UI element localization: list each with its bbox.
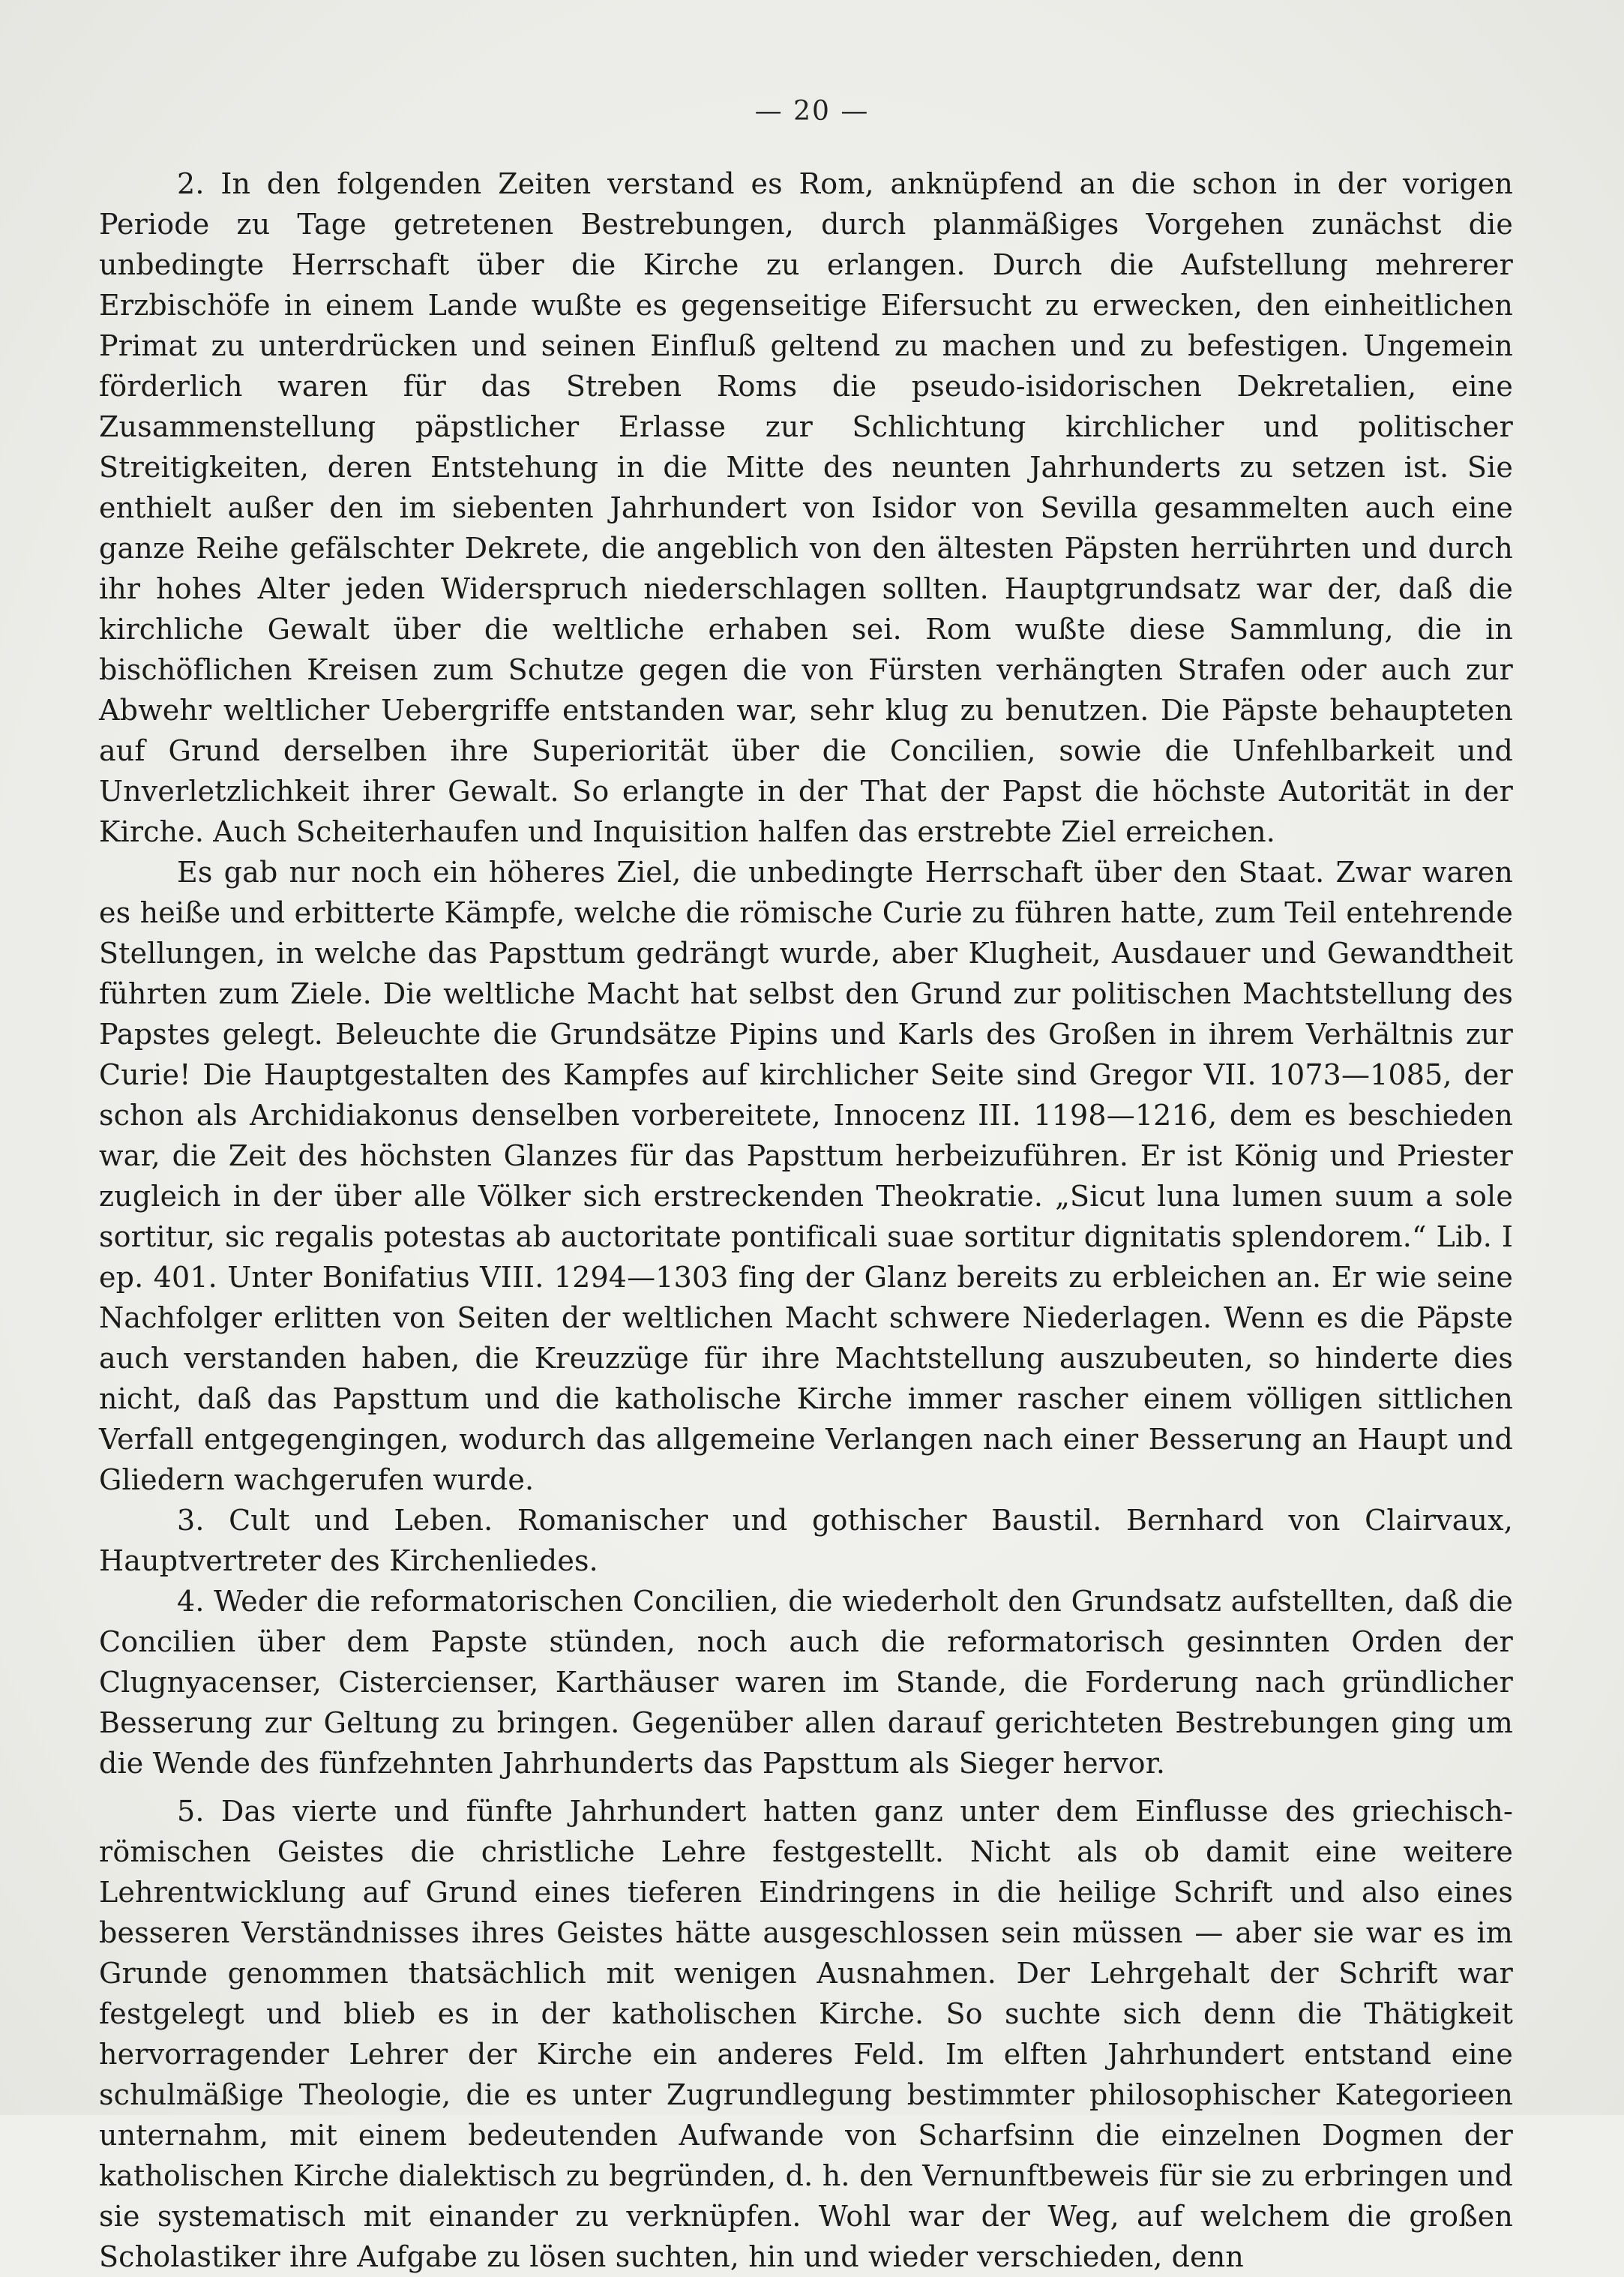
paragraph-cult-and-life: 3. Cult und Leben. Romanischer und gothischer Baustil. Bernhard von Clairvaux, Hauptvertreter des Kirchenliedes. (99, 1504, 1513, 1577)
paragraph-scholasticism: 5. Das vierte und fünfte Jahrhundert hatten ganz unter dem Einflusse des griechisch-römischen Geistes die christliche Lehre festgestellt. Nicht als ob damit eine weitere Lehrentwicklung auf Grund eines tieferen Eindringens in die heilige Schrift und also eines besseren Verständnisses ihres Geistes hätte ausgeschlossen sein müssen — aber sie war es im Grunde genommen thatsächlich mit wenigen Ausnahmen. Der Lehrgehalt der Schrift war festgelegt und blieb es in der katholischen Kirche. So suchte sich denn die Thätigkeit hervorragender Lehrer der Kirche ein anderes Feld. Im elften Jahrhundert entstand eine schulmäßige Theologie, die es unter Zugrundlegung bestimmter philosophischer Kategorieen unternahm, mit einem bedeutenden Aufwande von Scharfsinn die einzelnen Dogmen der katholischen Kirche dialektisch zu begründen, d. h. den Vernunftbeweis für sie zu erbringen und sie systematisch mit einander zu verknüpfen. Wohl war der Weg, auf welchem die großen Scholastiker ihre Aufgabe zu lösen suchten, hin und wieder verschieden, denn (99, 1795, 1513, 2273)
body-text (99, 164, 1513, 2277)
paragraph-papal-supremacy: 2. In den folgenden Zeiten verstand es Rom, anknüpfend an die schon in der vorigen Periode zu Tage getretenen Bestrebungen, durch planmäßiges Vorgehen zunächst die unbedingte Herrschaft über die Kirche zu erlangen. Durch die Aufstellung mehrerer Erzbischöfe in einem Lande wußte es gegenseitige Eifersucht zu erwecken, den einheitlichen Primat zu unterdrücken und seinen Einfluß geltend zu machen und zu befestigen. Ungemein förderlich waren für das Streben Roms die pseudo-isidorischen Dekretalien, eine Zusammenstellung päpstlicher Erlasse zur Schlichtung kirchlicher und politischer Streitigkeiten, deren Entstehung in die Mitte des neunten Jahrhunderts zu setzen ist. Sie enthielt außer den im siebenten Jahrhundert von Isidor von Sevilla gesammelten auch eine ganze Reihe gefälschter Dekrete, die angeblich von den ältesten Päpsten herrührten und durch ihr hohes Alter jeden Widerspruch niederschlagen sollten. Hauptgrundsatz war der, daß die kirchliche Gewalt über die weltliche erhaben sei. Rom wußte diese Sammlung, die in bischöflichen Kreisen zum Schutze gegen die von Fürsten verhängten Strafen oder auch zur Abwehr weltlicher Uebergriffe entstanden war, sehr klug zu benutzen. Die Päpste behaupteten auf Grund derselben ihre Superiorität über die Concilien, sowie die Unfehlbarkeit und Unverletzlichkeit ihrer Gewalt. So erlangte in der That der Papst die höchste Autorität in der Kirche. Auch Scheiterhaufen und Inquisition halfen das erstrebte Ziel erreichen. (99, 167, 1513, 848)
paragraph-state-dominion: Es gab nur noch ein höheres Ziel, die unbedingte Herrschaft über den Staat. Zwar waren es heiße und erbitterte Kämpfe, welche die römische Curie zu führen hatte, zum Teil entehrende Stellungen, in welche das Papsttum gedrängt wurde, aber Klugheit, Ausdauer und Gewandtheit führten zum Ziele. Die weltliche Macht hat selbst den Grund zur politischen Machtstellung des Papstes gelegt. Beleuchte die Grundsätze Pipins und Karls des Großen in ihrem Verhältnis zur Curie! Die Hauptgestalten des Kampfes auf kirchlicher Seite sind Gregor VII. 1073—1085, der schon als Archidiakonus denselben vorbereitete, Innocenz III. 1198—1216, dem es beschieden war, die Zeit des höchsten Glanzes für das Papsttum herbeizuführen. Er ist König und Priester zugleich in der über alle Völker sich erstreckenden Theokratie. „Sicut luna lumen suum a sole sortitur, sic regalis potestas ab auctoritate pontificali suae sortitur dignitatis splendorem.“ Lib. I ep. 401. Unter Bonifatius VIII. 1294—1303 fing der Glanz bereits zu erbleichen an. Er wie seine Nachfolger erlitten von Seiten der weltlichen Macht schwere Niederlagen. Wenn es die Päpste auch verstanden haben, die Kreuzzüge für ihre Machtstellung auszubeuten, so hinderte dies nicht, daß das Papsttum und die katholische Kirche immer rascher einem völligen sittlichen Verfall entgegengingen, wodurch das allgemeine Verlangen nach einer Besserung an Haupt und Gliedern wachgerufen wurde. (99, 856, 1513, 1496)
paragraph-reform-councils: 4. Weder die reformatorischen Concilien, die wiederholt den Grundsatz aufstellten, daß die Concilien über dem Papste stünden, noch auch die reformatorisch gesinnten Orden der Clugnyacenser, Cistercienser, Karthäuser waren im Stande, die Forderung nach gründlicher Besserung zur Geltung zu bringen. Gegenüber allen darauf gerichteten Bestrebungen ging um die Wende des fünfzehnten Jahrhunderts das Papsttum als Sieger hervor. (99, 1585, 1513, 1780)
page-number: — 20 — (754, 96, 870, 127)
